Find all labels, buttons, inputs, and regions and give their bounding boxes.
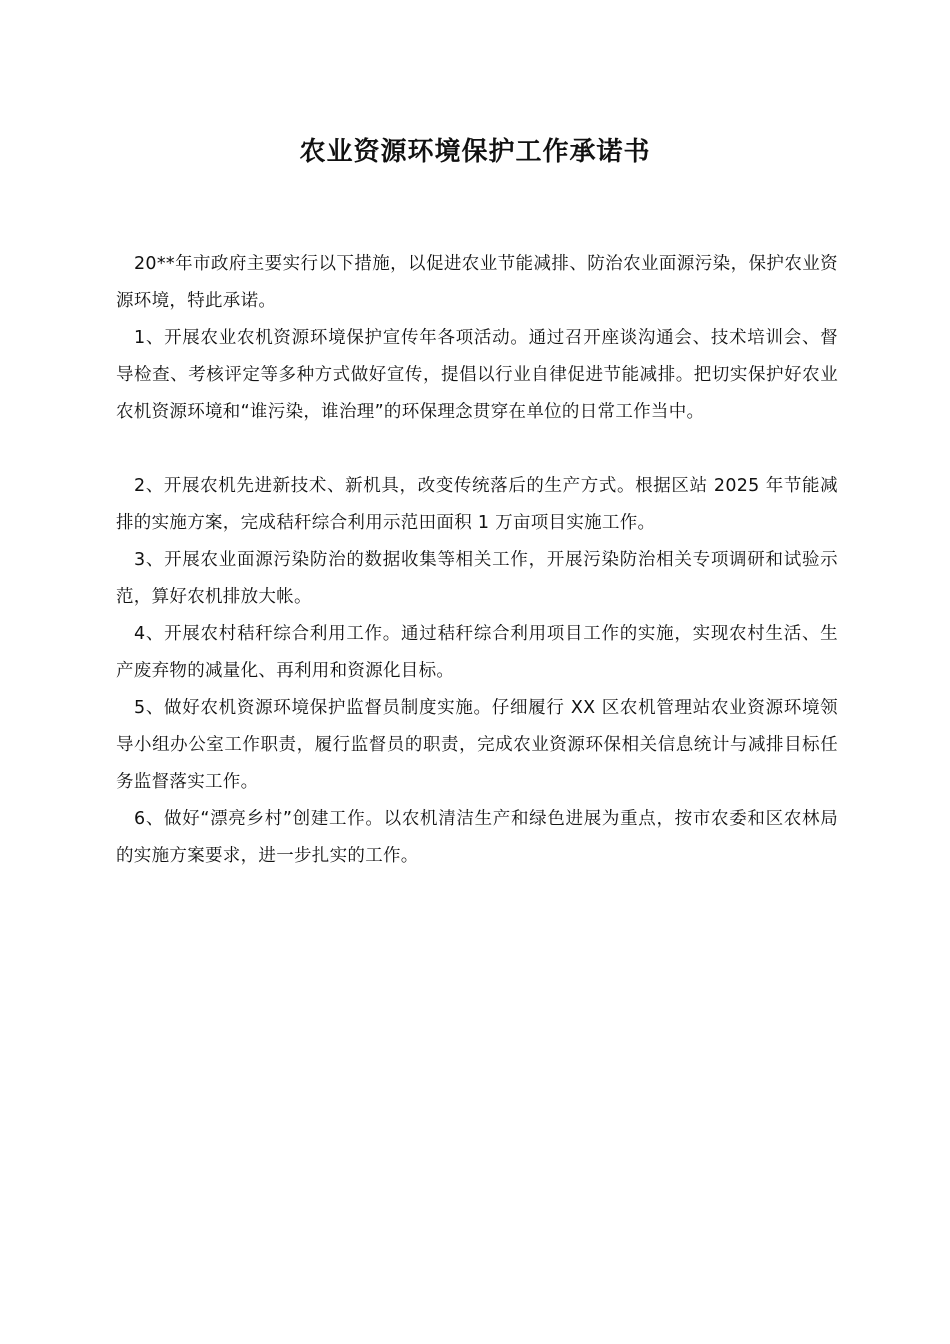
intro-paragraph: 20**年市政府主要实行以下措施，以促进农业节能减排、防治农业面源污染，保护农业资源环境，特此承诺。	[116, 254, 838, 311]
item-paragraph-6: 6、做好“漂亮乡村”创建工作。以农机清洁生产和绿色进展为重点，按市农委和区农林局的实施方案要求，进一步扎实的工作。	[116, 809, 838, 866]
item-paragraph-1: 1、开展农业农机资源环境保护宣传年各项活动。通过召开座谈沟通会、技术培训会、督导检查、考核评定等多种方式做好宣传，提倡以行业自律促进节能减排。把切实保护好农业农机资源环境和“谁污染，谁治理”的环保理念贯穿在单位的日常工作当中。	[116, 328, 838, 422]
document-body	[116, 246, 838, 875]
document-title: 农业资源环境保护工作承诺书	[299, 137, 651, 167]
item-paragraph-5: 5、做好农机资源环境保护监督员制度实施。仔细履行 XX 区农机管理站农业资源环境领导小组办公室工作职责，履行监督员的职责，完成农业资源环保相关信息统计与减排目标任务监督落实工作。	[116, 698, 838, 792]
item-paragraph-4: 4、开展农村秸秆综合利用工作。通过秸秆综合利用项目工作的实施，实现农村生活、生产废弃物的减量化、再利用和资源化目标。	[116, 624, 838, 681]
item-paragraph-2: 2、开展农机先进新技术、新机具，改变传统落后的生产方式。根据区站 2025 年节能减排的实施方案，完成秸秆综合利用示范田面积 1 万亩项目实施工作。	[116, 476, 838, 533]
item-paragraph-3: 3、开展农业面源污染防治的数据收集等相关工作，开展污染防治相关专项调研和试验示范，算好农机排放大帐。	[116, 550, 838, 607]
